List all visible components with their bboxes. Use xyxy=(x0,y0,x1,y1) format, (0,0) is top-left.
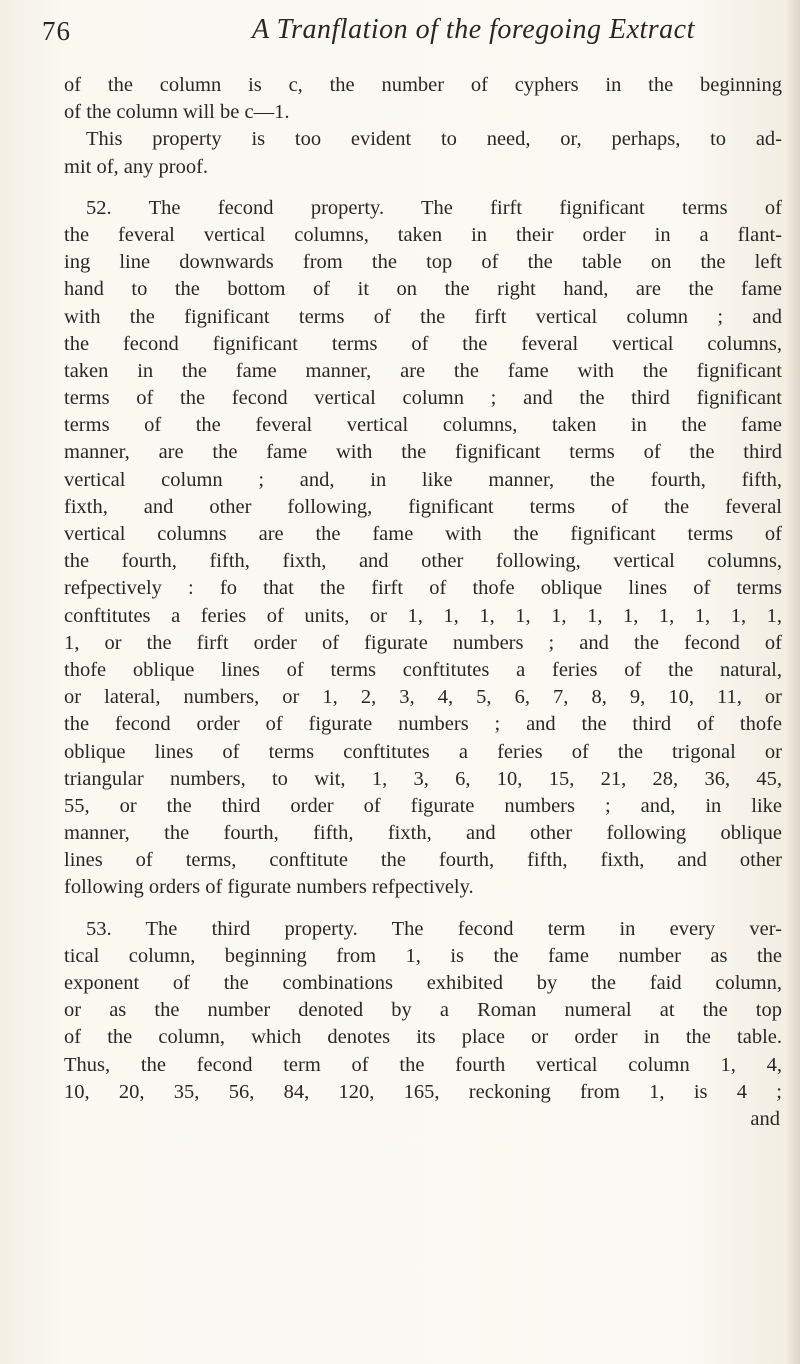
page-number: 76 xyxy=(42,16,71,46)
paragraph xyxy=(64,72,782,126)
paragraph-section-52 xyxy=(64,195,782,902)
page-edge-shadow xyxy=(786,0,800,1364)
text-line: the feveral vertical columns, taken in their order in a flant- xyxy=(64,223,782,246)
catchword: and xyxy=(750,1107,780,1130)
text-line: manner, the fourth, fifth, fixth, and other following oblique xyxy=(64,822,782,845)
text-line: fixth, and other following, fignificant terms of the feveral xyxy=(64,495,782,518)
text-line: Thus, the fecond term of the fourth vertical column 1, 4, xyxy=(64,1053,782,1076)
text-line: of the column, which denotes its place or order in the table. xyxy=(64,1026,782,1049)
running-head xyxy=(42,14,782,54)
paragraph-section-53 xyxy=(64,916,782,1106)
text-line: 55, or the third order of figurate numbers ; and, in like xyxy=(64,794,782,817)
text-line: of the column will be c—1. xyxy=(64,101,290,124)
text-line: or as the number denoted by a Roman numeral at the top xyxy=(64,999,782,1022)
text-line: terms of the feveral vertical columns, taken in the fame xyxy=(64,414,782,437)
text-line: oblique lines of terms conftitutes a feries of the trigonal or xyxy=(64,740,782,763)
text-line: or lateral, numbers, or 1, 2, 3, 4, 5, 6, 7, 8, 9, 10, 11, or xyxy=(64,686,782,709)
text-line: This property is too evident to need, or, perhaps, to ad- xyxy=(86,128,782,151)
text-line: 52. The fecond property. The firft fignificant terms of xyxy=(86,196,782,219)
paragraph xyxy=(64,126,782,180)
text-line: 53. The third property. The fecond term in every ver- xyxy=(86,917,782,940)
running-head-title: A Tranflation of the foregoing Extract xyxy=(252,14,695,45)
text-line: of the column is c, the number of cyphers in the beginning xyxy=(64,74,782,96)
text-line: 10, 20, 35, 56, 84, 120, 165, reckoning from 1, is 4 ; xyxy=(64,1080,782,1103)
text-line: conftitutes a feries of units, or 1, 1, 1, 1, 1, 1, 1, 1, 1, 1, 1, xyxy=(64,604,782,627)
text-line: the fourth, fifth, fixth, and other following, vertical columns, xyxy=(64,550,782,573)
text-line: tical column, beginning from 1, is the fame number as the xyxy=(64,944,782,967)
text-line: vertical column ; and, in like manner, the fourth, fifth, xyxy=(64,468,782,491)
text-line: terms of the fecond vertical column ; and the third fignificant xyxy=(64,387,782,410)
text-line: mit of, any proof. xyxy=(64,155,209,178)
text-line: with the fignificant terms of the firft vertical column ; and xyxy=(64,305,782,328)
text-line: refpectively : fo that the firft of thofe oblique lines of terms xyxy=(64,577,782,600)
text-line: the fecond order of figurate numbers ; and the third of thofe xyxy=(64,713,782,736)
text-line: 1, or the firft order of figurate numbers ; and the fecond of xyxy=(64,631,782,654)
text-line: ing line downwards from the top of the table on the left xyxy=(64,251,782,274)
text-line: lines of terms, conftitute the fourth, fifth, fixth, and other xyxy=(64,849,782,872)
body-text xyxy=(64,72,782,1133)
text-line: exponent of the combinations exhibited by the faid column, xyxy=(64,972,782,994)
text-line: vertical columns are the fame with the fignificant terms of xyxy=(64,523,782,545)
text-line: hand to the bottom of it on the right hand, are the fame xyxy=(64,278,782,301)
text-line: triangular numbers, to wit, 1, 3, 6, 10, 15, 21, 28, 36, 45, xyxy=(64,767,782,790)
text-line: manner, are the fame with the fignificant terms of the third xyxy=(64,441,782,464)
text-line: following orders of figurate numbers refpectively. xyxy=(64,876,474,899)
text-line: thofe oblique lines of terms conftitutes a feries of the natural, xyxy=(64,658,782,681)
text-line: taken in the fame manner, are the fame with the fignificant xyxy=(64,359,782,382)
text-line: the fecond fignificant terms of the feveral vertical columns, xyxy=(64,332,782,355)
